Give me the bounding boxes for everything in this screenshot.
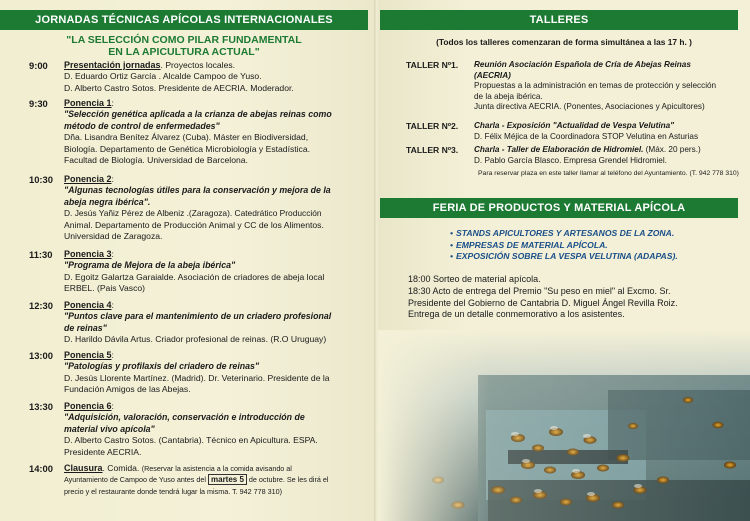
- deadline-day: martes 5: [208, 474, 247, 485]
- agenda-time: 13:30: [29, 401, 53, 412]
- talleres-note: (Todos los talleres comenzaran de forma simultánea a las 17 h. ): [436, 37, 692, 47]
- taller-title: Charla - Exposición "Actualidad de Vespa Velutina": [474, 121, 675, 130]
- right-panel: [378, 0, 750, 521]
- taller-line: Junta directiva AECRIA. (Ponentes, Asociaciones y Apicultores): [474, 102, 705, 112]
- agenda-label-suffix: :: [111, 350, 114, 360]
- agenda-time: 9:00: [29, 60, 48, 71]
- agenda-label-suffix: . Comida.: [102, 463, 140, 473]
- taller-title: Charla - Taller de Elaboración de Hidromiel.: [474, 145, 644, 154]
- taller-line: D. Pablo García Blasco. Empresa Grendel Hidromiel.: [474, 155, 667, 165]
- agenda-talk: "Puntos clave para el mantenimiento de un criadero profesional: [64, 311, 332, 322]
- agenda-line: D. Alberto Castro Sotos. Presidente de AECRIA. Moderador.: [64, 82, 294, 93]
- agenda-line: Universidad de Zaragoza.: [64, 231, 163, 242]
- lunch-note: (Reservar la asistencia a la comida avisando al: [141, 464, 292, 473]
- agenda-line: Biología. Departamento de Genética Microbiología y Estadística.: [64, 143, 311, 154]
- taller-title: Reunión Asociación Española de Cría de Abejas Reinas: [474, 60, 691, 69]
- bullet-icon: •: [450, 228, 454, 238]
- agenda-label-suffix: :: [111, 300, 114, 310]
- agenda-label-suffix: :: [111, 401, 114, 411]
- feria-item: [450, 228, 740, 240]
- agenda-line: Fundación Amigos de las Abejas.: [64, 384, 191, 395]
- taller-line: D. Félix Méjica de la Coordinadora STOP Velutina en Asturias: [474, 131, 699, 141]
- agenda-time: 12:30: [29, 300, 53, 311]
- taller-label: TALLER Nº1.: [406, 60, 459, 70]
- agenda-line: D. Alberto Castro Sotos. (Cantabria). Técnico en Apicultura. ESPA.: [64, 435, 318, 446]
- agenda-label-suffix: :: [111, 98, 114, 108]
- lunch-note-text: Ayuntamiento de Campoo de Yuso antes del: [64, 475, 206, 485]
- agenda-label: Ponencia 3: [64, 249, 112, 259]
- agenda-line: Dña. Lisandra Benítez Álvarez (Cuba). Máster en Biodiversidad,: [64, 132, 309, 143]
- agenda-label: Presentación jornadas: [64, 60, 161, 70]
- agenda-time: 14:00: [29, 463, 53, 474]
- agenda-time: 11:30: [29, 249, 53, 260]
- talleres-header: TALLERES: [380, 10, 738, 30]
- agenda-label-suffix: . Proyectos locales.: [160, 60, 236, 70]
- agenda-line: D. Jesús Yañiz Pérez de Albeniz .(Zaragoza). Catedrático Producción: [64, 208, 322, 219]
- taller-title: (AECRIA): [474, 70, 511, 80]
- taller-label: TALLER Nº2.: [406, 121, 459, 131]
- agenda-line: Facultad de Biología. Universidad de Barcelona.: [64, 155, 248, 166]
- agenda-label: Ponencia 2: [64, 174, 112, 184]
- jornadas-header: JORNADAS TÉCNICAS APÍCOLAS INTERNACIONALES: [0, 10, 368, 30]
- lunch-note-text: de octubre. Se les dirá el: [248, 475, 329, 485]
- agenda-label: Ponencia 6: [64, 401, 112, 411]
- feria-item-text: STANDS APICULTORES Y ARTESANOS DE LA ZONA.: [456, 228, 675, 238]
- agenda-talk: material vivo apícola": [64, 423, 155, 434]
- taller-line: de la abeja ibérica.: [474, 91, 543, 101]
- event-line: Entrega de un detalle conmemorativo a los asistentes.: [408, 309, 625, 320]
- event-line: 18:00 Sorteo de material apícola.: [408, 274, 541, 284]
- subtitle-line-1: "LA SELECCIÓN COMO PILAR FUNDAMENTAL: [66, 34, 302, 46]
- agenda-line: D. Egoitz Galartza Garaialde. Asociación de criadores de abeja local: [64, 271, 325, 282]
- agenda-line: D. Eduardo Ortiz García . Alcalde Campoo de Yuso.: [64, 71, 262, 82]
- jornadas-subtitle: [0, 34, 368, 58]
- events-list: [408, 274, 744, 321]
- agenda-talk: "Patologías y profilaxis del criadero de reinas": [64, 361, 260, 372]
- taller-line: Propuestas a la administración en temas de protección y selección: [474, 81, 717, 91]
- taller-capacity: (Máx. 20 pers.): [643, 145, 701, 154]
- event-line: Presidente del Gobierno de Cantabria D. Miguel Ángel Revilla Roiz.: [408, 297, 678, 308]
- agenda-time: 13:00: [29, 350, 53, 361]
- agenda-line: D. Jesús Llorente Martínez. (Madrid). Dr. Veterinario. Presidente de la: [64, 372, 330, 383]
- agenda-time: 9:30: [29, 98, 48, 109]
- beehive-photo: [378, 330, 750, 521]
- agenda-talk: de reinas": [64, 322, 107, 333]
- agenda-talk: "Adquisición, valoración, conservación e introducción de: [64, 412, 305, 423]
- agenda-line: ERBEL. (Pais Vasco): [64, 283, 146, 294]
- lunch-note-line: precio y el restaurante donde tendrá lugar la misma. T. 942 778 310): [64, 486, 283, 496]
- taller-label: TALLER Nº3.: [406, 145, 459, 155]
- agenda-label-suffix: :: [111, 249, 114, 259]
- agenda-talk: "Selección genética aplicada a la crianza de abejas reinas como: [64, 109, 332, 120]
- beehive-illustration: [378, 330, 750, 521]
- agenda-line: Presidente AECRIA.: [64, 446, 142, 457]
- agenda-line: Animal. Departamento de Producción Animal y CC de los Alimentos.: [64, 219, 324, 230]
- agenda-talk: método de control de enfermedades": [64, 120, 220, 131]
- agenda-label: Ponencia 5: [64, 350, 112, 360]
- agenda-line: D. Harildo Dávila Artus. Criador profesional de reinas. (R.O Uruguay): [64, 334, 327, 345]
- event-line: 18:30 Acto de entrega del Premio "Su peso en miel" al Excmo. Sr.: [408, 285, 671, 296]
- feria-item-text: EXPOSICIÓN SOBRE LA VESPA VELUTINA (ADAPAS).: [456, 251, 678, 262]
- agenda-talk: abeja negra ibérica".: [64, 196, 151, 207]
- agenda-time: 10:30: [29, 174, 53, 185]
- feria-item: [450, 251, 740, 263]
- agenda-label: Ponencia 4: [64, 300, 112, 310]
- talleres-footer: Para reservar plaza en este taller llamar al teléfono del Ayuntamiento. (T. 942 778 310): [478, 170, 739, 177]
- agenda-talk: "Algunas tecnologías útiles para la conservación y mejora de la: [64, 185, 331, 196]
- bullet-icon: •: [450, 239, 454, 250]
- feria-header: FERIA DE PRODUCTOS Y MATERIAL APÍCOLA: [380, 198, 738, 218]
- agenda-label-suffix: :: [111, 174, 114, 184]
- agenda-label: Clausura: [64, 463, 103, 473]
- subtitle-line-2: EN LA APICULTURA ACTUAL": [108, 46, 260, 58]
- feria-item: [450, 240, 740, 252]
- bullet-icon: •: [450, 251, 454, 262]
- lunch-note-line: [64, 474, 366, 485]
- feria-item-text: EMPRESAS DE MATERIAL APÍCOLA.: [456, 239, 608, 250]
- agenda-talk: "Programa de Mejora de la abeja ibérica": [64, 260, 236, 271]
- feria-list: [450, 228, 740, 263]
- agenda-label: Ponencia 1: [64, 98, 112, 108]
